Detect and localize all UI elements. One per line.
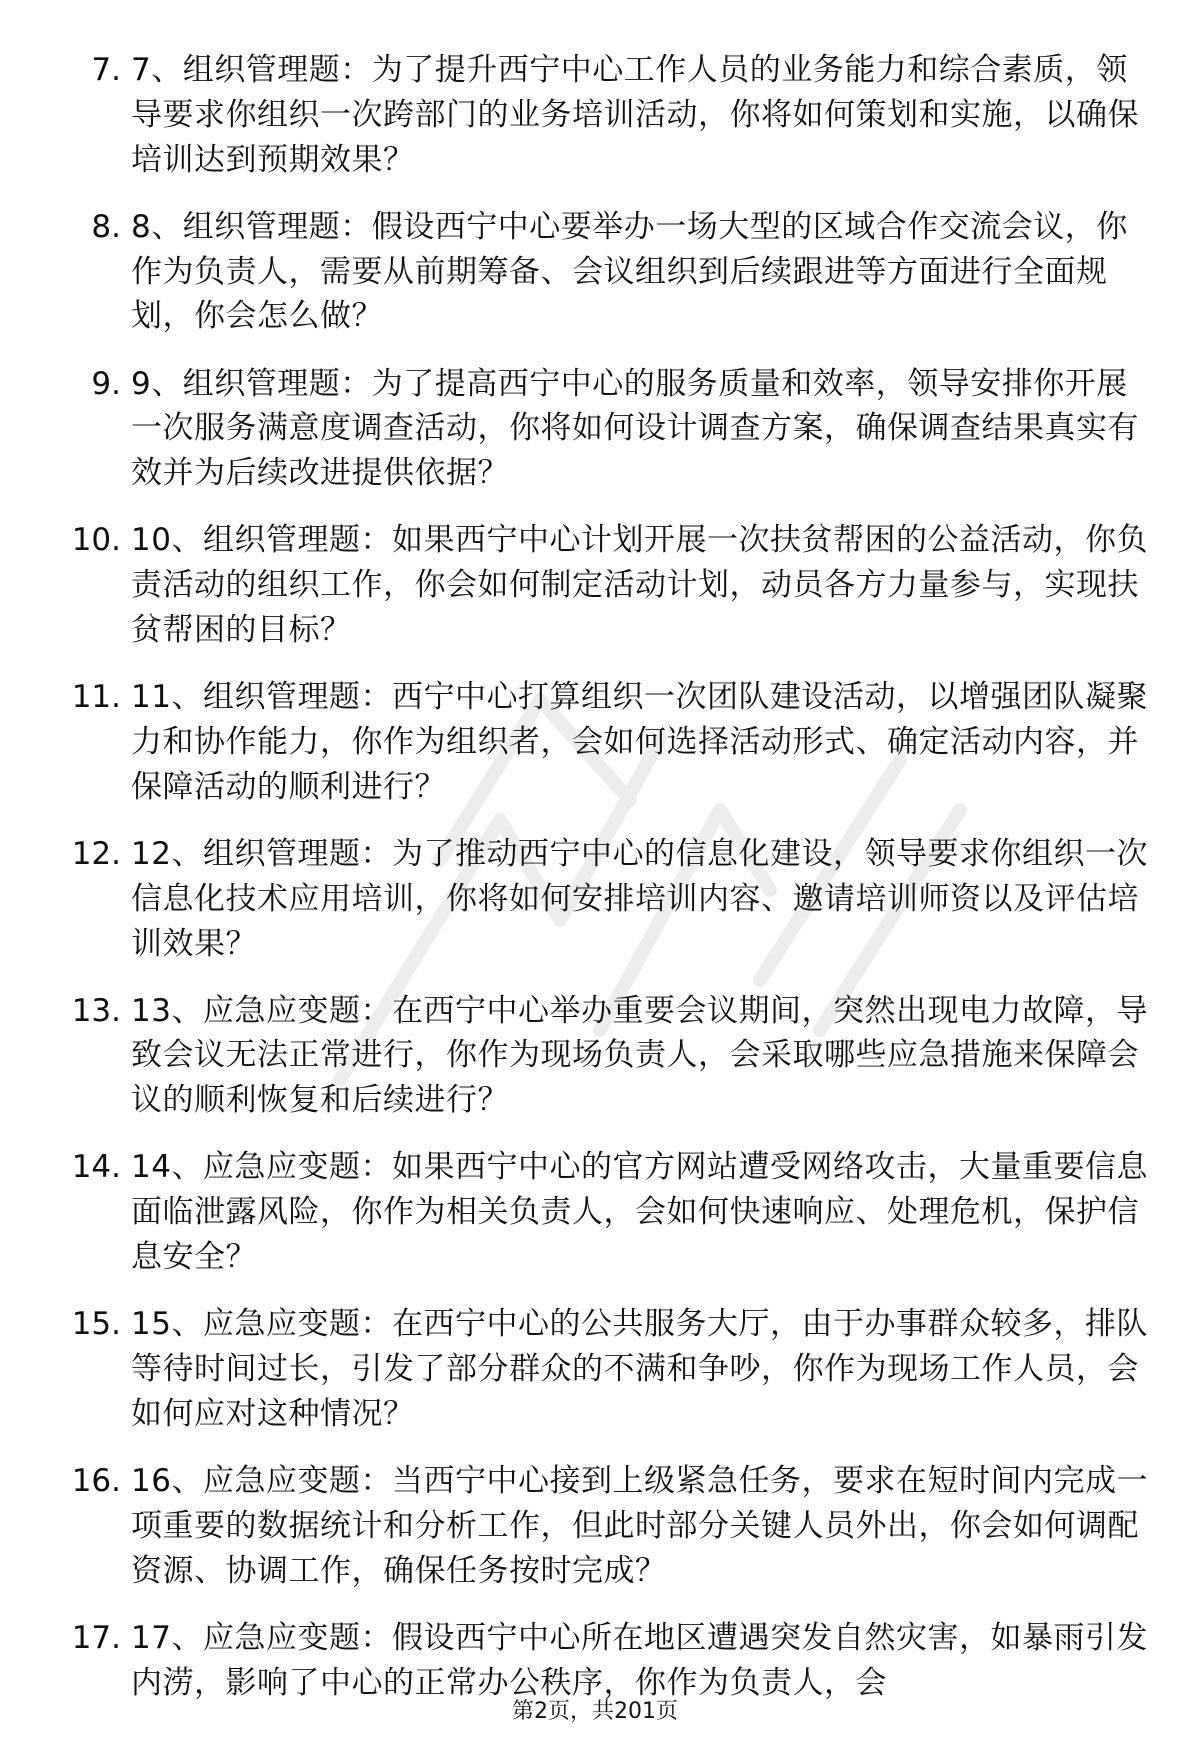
question-text: 12、组织管理题：为了推动西宁中心的信息化建设，领导要求你组织一次信息化技术应用培训，你将如何安排培训内容、邀请培训师资以及评估培训效果？ <box>131 835 1148 962</box>
list-item <box>60 989 1170 1123</box>
question-text: 14、应急应变题：如果西宁中心的官方网站遭受网络攻击，大量重要信息面临泄露风险，你作为相关负责人，会如何快速响应、处理危机，保护信息安全？ <box>131 1149 1148 1276</box>
question-text: 11、组织管理题：西宁中心打算组织一次团队建设活动，以增强团队凝聚力和协作能力，你作为组织者，会如何选择活动形式、确定活动内容，并保障活动的顺利进行？ <box>131 679 1148 805</box>
question-number: 10. <box>71 522 121 559</box>
list-item <box>60 1302 1170 1436</box>
question-list <box>60 48 1170 1728</box>
list-item <box>60 1145 1170 1279</box>
question-number: 17. <box>71 1619 121 1656</box>
question-number: 7. <box>91 52 121 88</box>
question-number: 16. <box>71 1463 121 1500</box>
question-number: 13. <box>71 992 121 1029</box>
list-item <box>60 518 1170 652</box>
list-item <box>60 675 1170 809</box>
list-item <box>60 1616 1170 1706</box>
question-number: 8. <box>91 208 121 245</box>
page-number-label: 第2页，共201页 <box>512 1699 678 1724</box>
question-text: 15、应急应变题：在西宁中心的公共服务大厅，由于办事群众较多，排队等待时间过长，引发了部分群众的不满和争吵，你作为现场工作人员，会如何应对这种情况？ <box>131 1306 1148 1432</box>
question-number: 14. <box>71 1149 121 1186</box>
question-text: 8、组织管理题：假设西宁中心要举办一场大型的区域合作交流会议，你作为负责人，需要从前期筹备、会议组织到后续跟进等方面进行全面规划，你会怎么做？ <box>131 208 1128 335</box>
question-number: 12. <box>71 835 121 872</box>
question-text: 17、应急应变题：假设西宁中心所在地区遭遇突发自然灾害，如暴雨引发内涝，影响了中心的正常办公秩序，你作为负责人，会 <box>131 1619 1148 1701</box>
question-text: 13、应急应变题：在西宁中心举办重要会议期间，突然出现电力故障，导致会议无法正常进行，你作为现场负责人，会采取哪些应急措施来保障会议的顺利恢复和后续进行？ <box>131 992 1148 1119</box>
question-text: 9、组织管理题：为了提高西宁中心的服务质量和效率，领导安排你开展一次服务满意度调查活动，你将如何设计调查方案，确保调查结果真实有效并为后续改进提供依据？ <box>131 365 1139 492</box>
question-number: 15. <box>71 1306 121 1343</box>
list-item <box>60 205 1170 339</box>
list-item <box>60 362 1170 496</box>
question-text: 10、组织管理题：如果西宁中心计划开展一次扶贫帮困的公益活动，你负责活动的组织工作，你会如何制定活动计划，动员各方力量参与，实现扶贫帮困的目标？ <box>131 522 1148 648</box>
list-item <box>60 832 1170 966</box>
question-text: 16、应急应变题：当西宁中心接到上级紧急任务，要求在短时间内完成一项重要的数据统计和分析工作，但此时部分关键人员外出，你会如何调配资源、协调工作，确保任务按时完成？ <box>131 1463 1148 1589</box>
question-number: 9. <box>91 365 121 402</box>
list-item <box>60 48 1170 182</box>
page-footer <box>0 1697 1190 1727</box>
question-number: 11. <box>71 679 121 716</box>
question-text: 7、组织管理题：为了提升西宁中心工作人员的业务能力和综合素质，领导要求你组织一次跨部门的业务培训活动，你将如何策划和实施，以确保培训达到预期效果？ <box>131 52 1139 178</box>
list-item <box>60 1459 1170 1593</box>
